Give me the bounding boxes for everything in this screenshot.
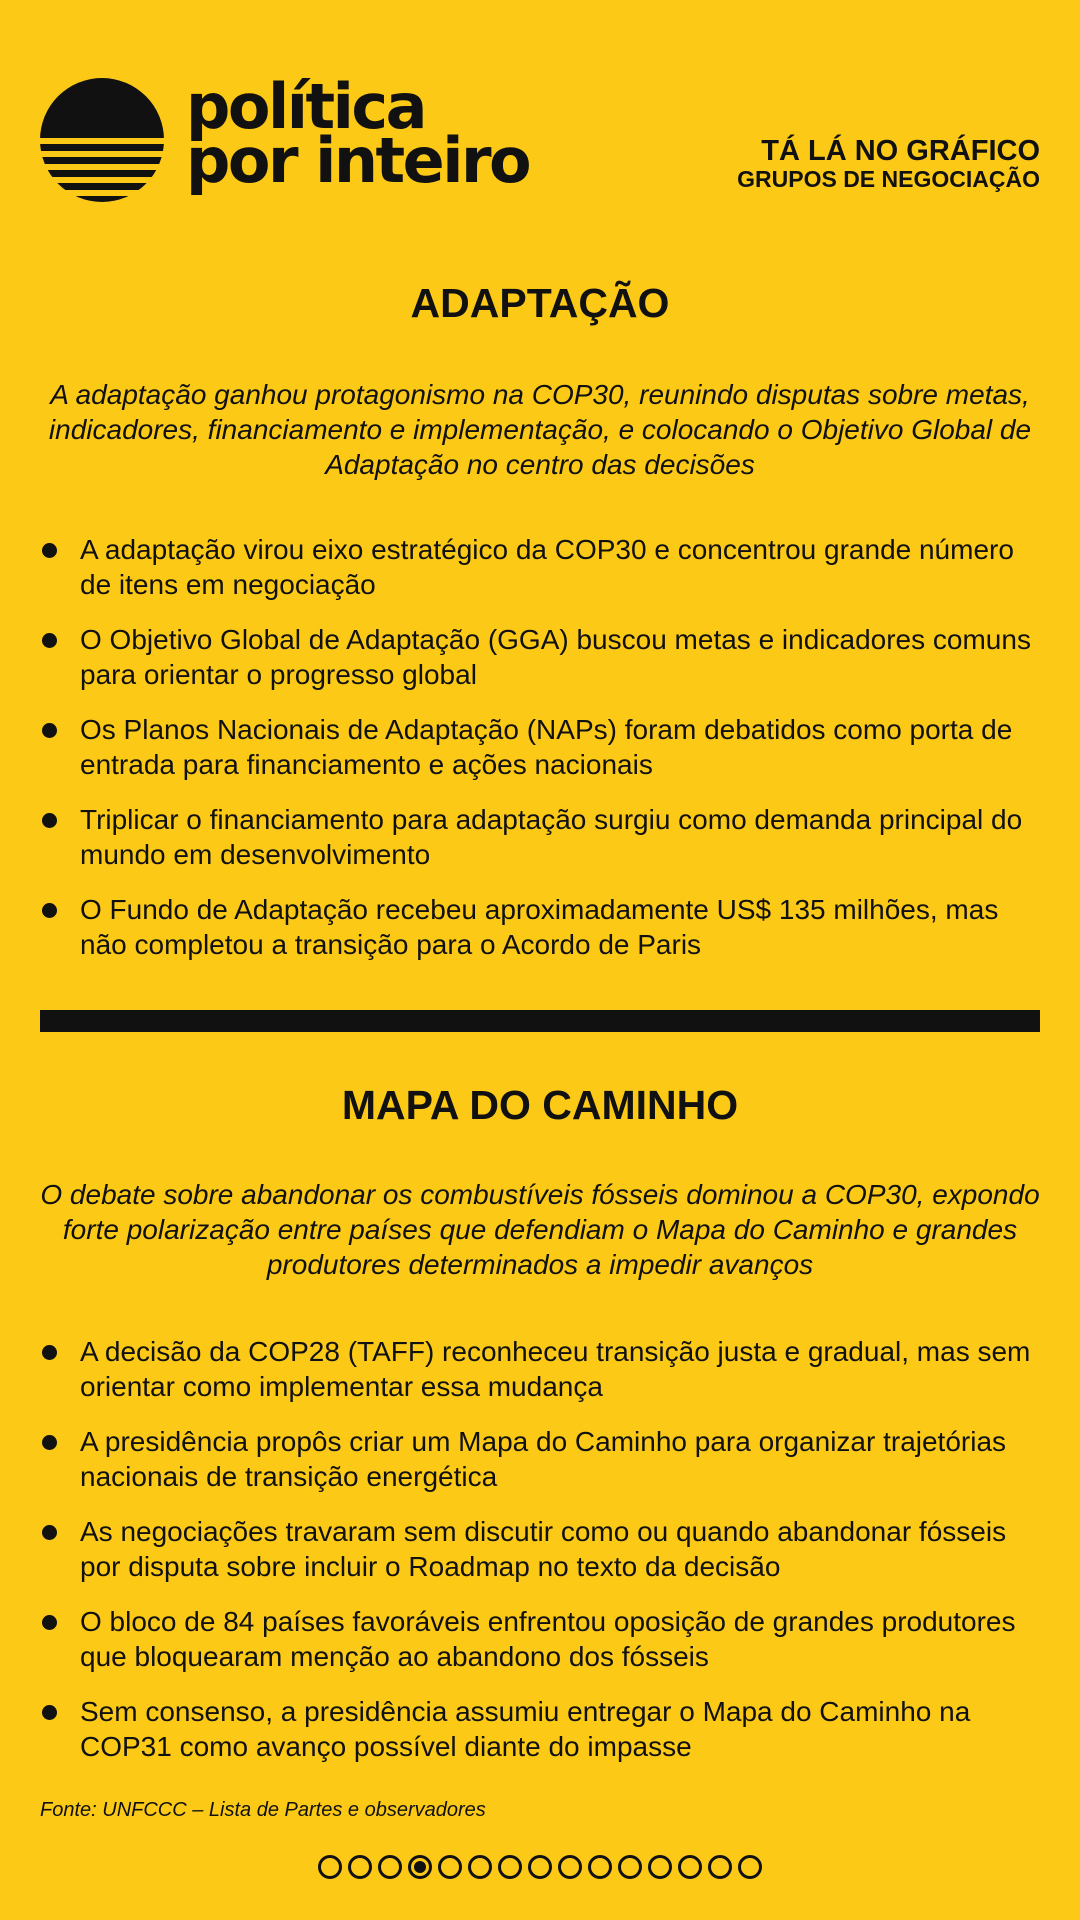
list-item [40,802,1050,872]
list-item-text: Os Planos Nacionais de Adaptação (NAPs) foram debatidos como porta de entrada para financiamento e ações nacionais [80,714,1013,780]
series-title: TÁ LÁ NO GRÁFICO [761,135,1040,167]
page-dot[interactable] [318,1855,342,1879]
list-item [40,892,1050,962]
list-item [40,1694,1050,1764]
list-item [40,622,1050,692]
page-dot[interactable] [378,1855,402,1879]
bullet-icon [42,1345,57,1360]
list-item-text: O Fundo de Adaptação recebeu aproximadamente US$ 135 milhões, mas não completou a transição para o Acordo de Paris [80,894,999,960]
bullet-icon [42,813,57,828]
bullet-icon [42,1615,57,1630]
page-dot[interactable] [528,1855,552,1879]
section-divider [40,1010,1040,1032]
list-item-text: A presidência propôs criar um Mapa do Caminho para organizar trajetórias nacionais de transição energética [80,1426,1007,1492]
page-dot-active[interactable] [408,1855,432,1879]
list-item-text: As negociações travaram sem discutir como ou quando abandonar fósseis por disputa sobre incluir o Roadmap no texto da decisão [80,1516,1007,1582]
half-sun-stripes-icon [40,78,164,202]
page-dot[interactable] [558,1855,582,1879]
bullet-icon [42,633,57,648]
carousel-pagination [0,1855,1080,1879]
page-dot[interactable] [498,1855,522,1879]
page-dot[interactable] [648,1855,672,1879]
bullet-list-mapa-do-caminho [40,1334,1050,1784]
header [40,70,1040,202]
bullet-icon [42,1435,57,1450]
source-note: Fonte: UNFCCC – Lista de Partes e observadores [40,1799,486,1821]
page-dot[interactable] [618,1855,642,1879]
series-tag [737,136,1040,192]
brand-wordmark [186,70,530,197]
page-dot[interactable] [438,1855,462,1879]
list-item-text: O bloco de 84 países favoráveis enfrentou oposição de grandes produtores que bloquearam menção ao abandono dos fósseis [80,1606,1016,1672]
list-item [40,532,1050,602]
bullet-icon [42,543,57,558]
bullet-icon [42,723,57,738]
list-item-text: Sem consenso, a presidência assumiu entregar o Mapa do Caminho na COP31 como avanço possível diante do impasse [80,1696,971,1762]
list-item [40,1604,1050,1674]
series-subtitle: GRUPOS DE NEGOCIAÇÃO [737,166,1040,192]
page-dot[interactable] [738,1855,762,1879]
brand-line-2: por inteiro [186,124,530,197]
list-item [40,712,1050,782]
list-item-text: A adaptação virou eixo estratégico da COP30 e concentrou grande número de itens em negociação [80,534,1014,600]
bullet-icon [42,903,57,918]
section-intro-adaptacao: A adaptação ganhou protagonismo na COP30, reunindo disputas sobre metas, indicadores, financiamento e implementação, e colocando o Objetivo Global de Adaptação no centro das decisões [48,379,1032,480]
bullet-icon [42,1525,57,1540]
section-title-mapa-do-caminho: MAPA DO CAMINHO [341,1082,739,1128]
list-item-text: O Objetivo Global de Adaptação (GGA) buscou metas e indicadores comuns para orientar o progresso global [80,624,1031,690]
list-item [40,1514,1050,1584]
list-item-text: Triplicar o financiamento para adaptação surgiu como demanda principal do mundo em desenvolvimento [80,804,1023,870]
brand-line-1: política [186,70,425,143]
page-dot[interactable] [708,1855,732,1879]
section-intro-mapa-do-caminho: O debate sobre abandonar os combustíveis fósseis dominou a COP30, expondo forte polarização entre países que defendiam o Mapa do Caminho e grandes produtores determinados a impedir avanços [40,1179,1040,1280]
page-dot[interactable] [588,1855,612,1879]
section-title-adaptacao: ADAPTAÇÃO [410,280,670,326]
page-dot[interactable] [678,1855,702,1879]
bullet-list-adaptacao [40,532,1050,982]
bullet-icon [42,1705,57,1720]
page-dot[interactable] [468,1855,492,1879]
page-dot[interactable] [348,1855,372,1879]
list-item [40,1424,1050,1494]
list-item [40,1334,1050,1404]
list-item-text: A decisão da COP28 (TAFF) reconheceu transição justa e gradual, mas sem orientar como implementar essa mudança [80,1336,1031,1402]
